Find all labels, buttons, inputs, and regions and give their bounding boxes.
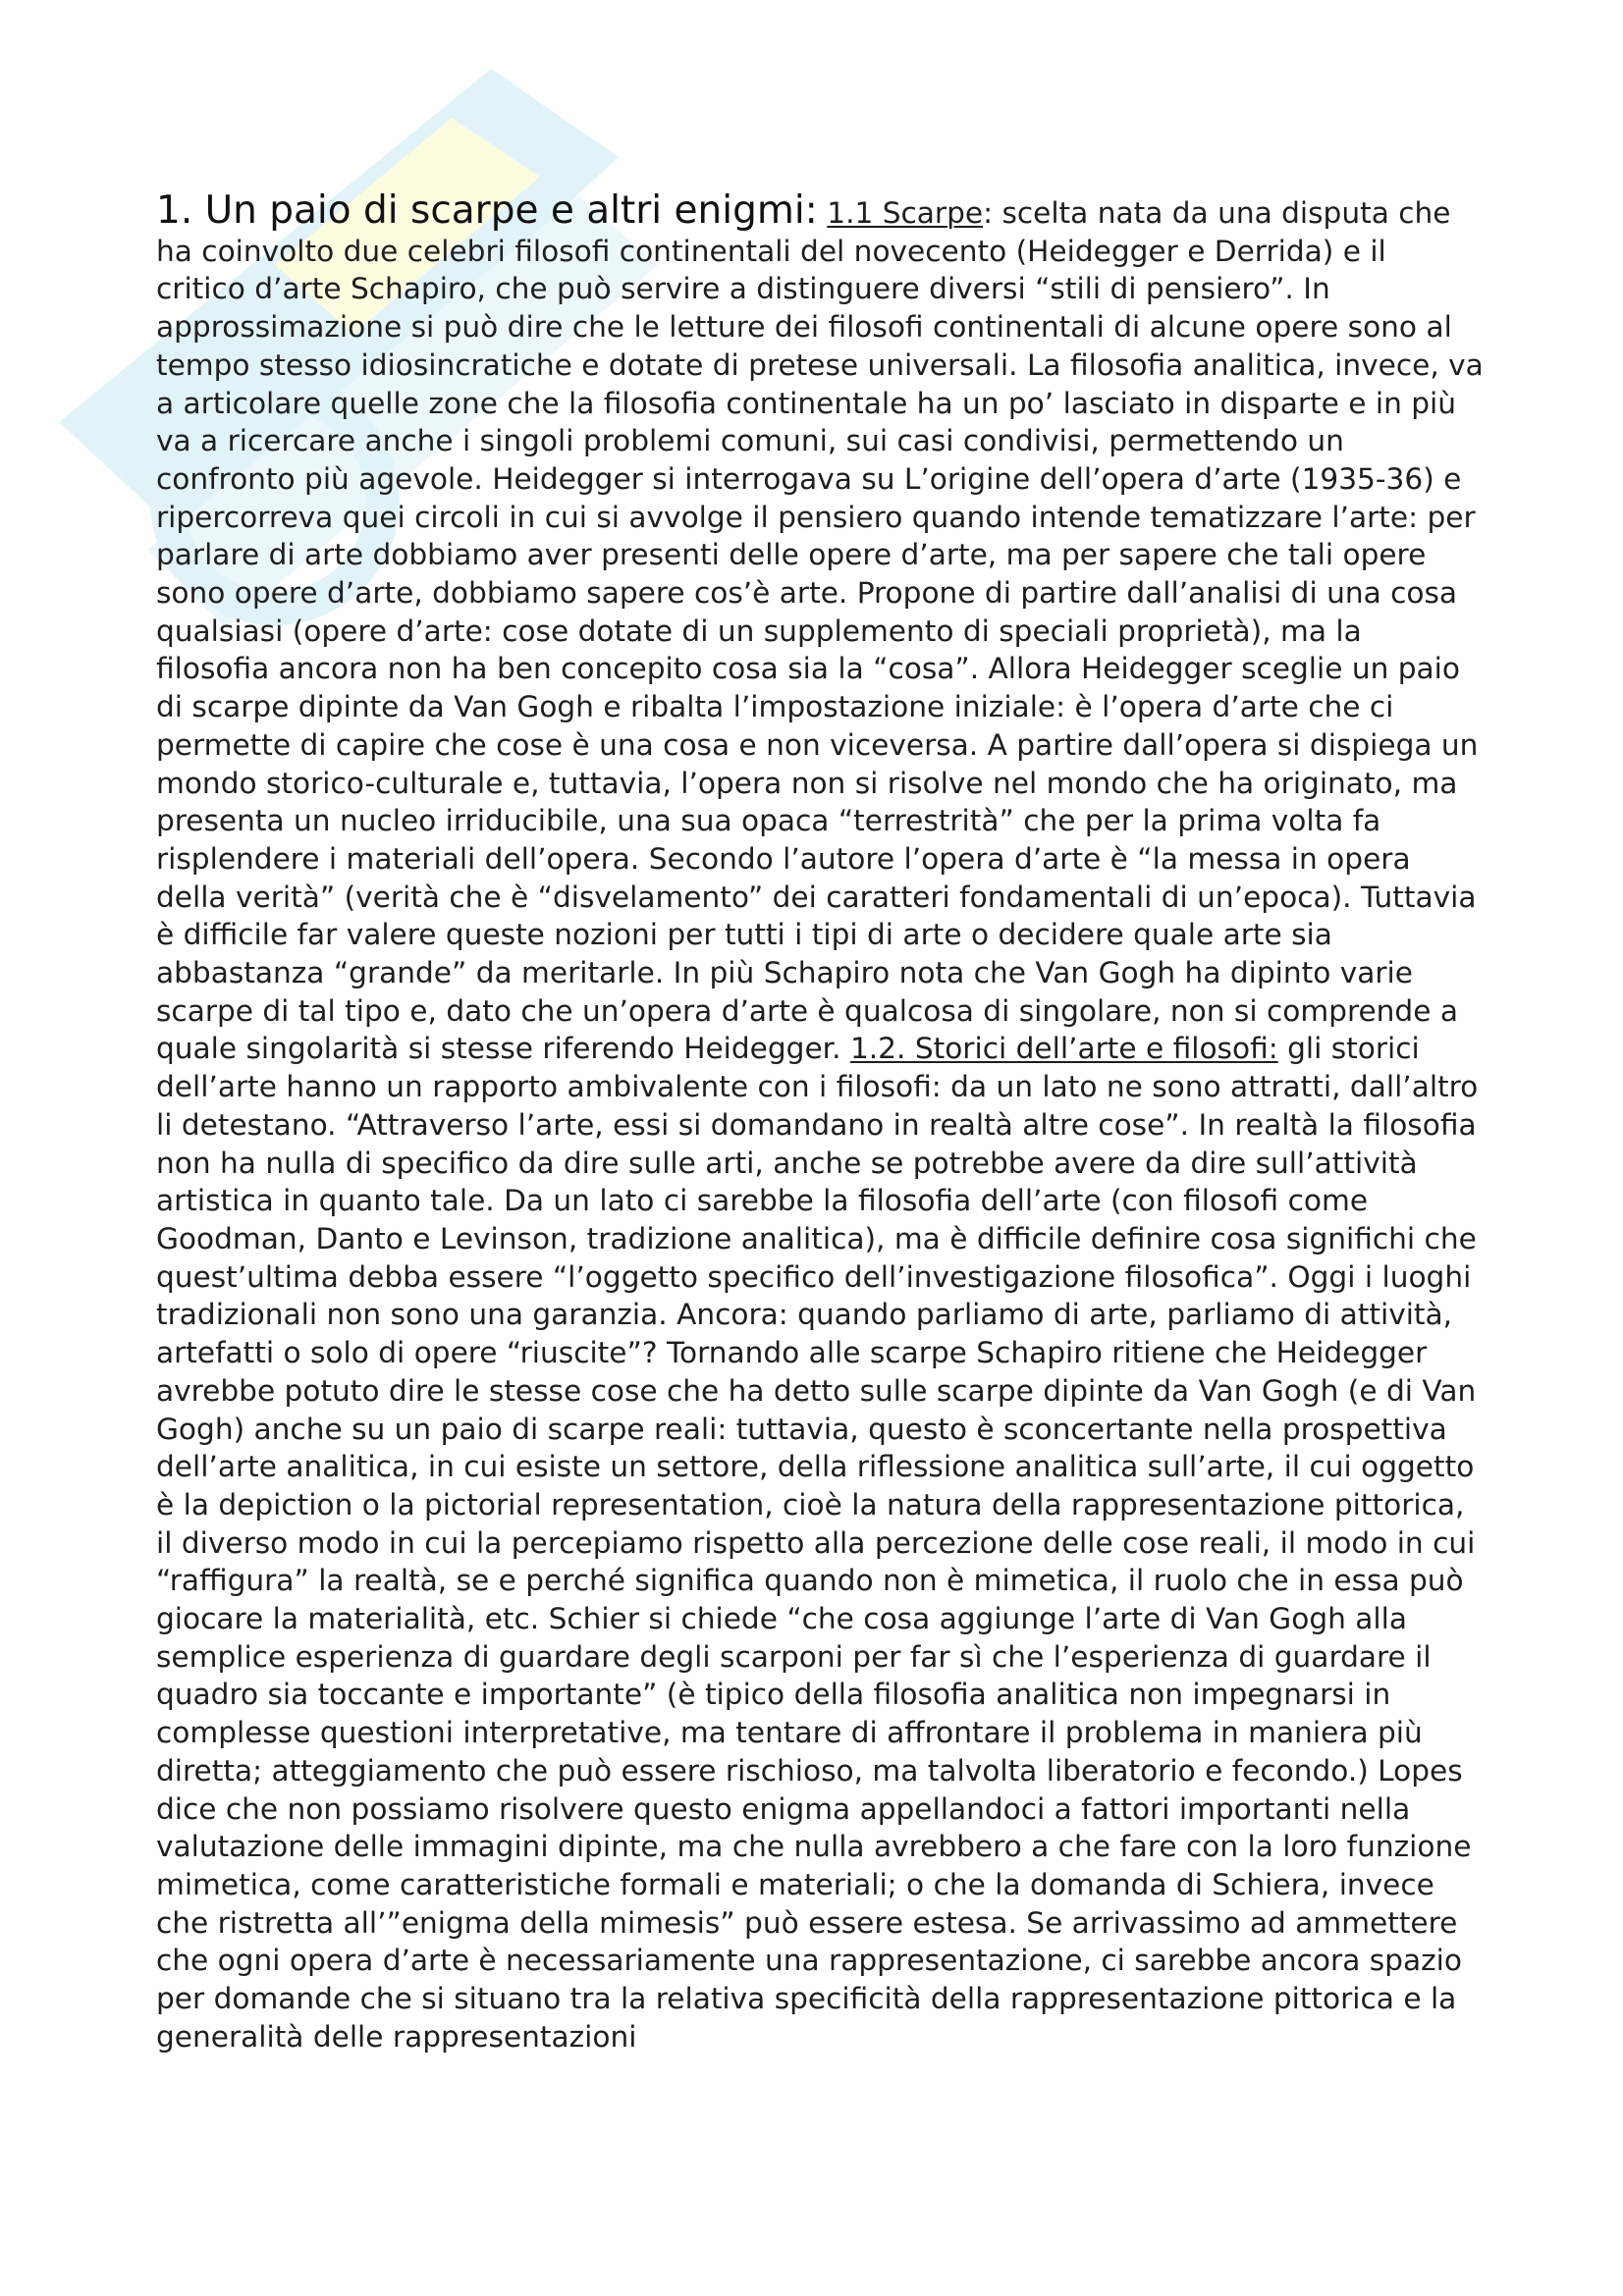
paragraph-part-2: gli storici dell’arte hanno un rapporto ambivalente con i filosofi: da un lato ne sono attratti, dall’altro li detestano. “Attraverso l’arte, essi si domandano in realtà altre cose”. In realtà la filosofia non ha nulla di specifico da dire sulle arti, anche se potrebbe avere da dire sull’attività artistica in quanto tale. Da un lato ci sarebbe la filosofia dell’arte (con filosofi come Goodman, Danto e Levinson, tradizione analitica), ma è difficile definire cosa significhi che quest’ultima debba essere “l’oggetto specifico dell’investigazione filosofica”. Oggi i luoghi tradizionali non sono una garanzia. Ancora: quando parliamo di arte, parliamo di attività, artefatti o solo di opere “riuscite”? Tornando alle scarpe Schapiro ritiene che Heidegger avrebbe potuto dire le stesse cose che ha detto sulle scarpe dipinte da Van Gogh (e di Van Gogh) anche su un paio di scarpe reali: tuttavia, questo è sconcertante nella prospettiva dell’arte analitica, in cui esiste un settore, della riflessione analitica sull’arte, il cui oggetto è la depiction o la pictorial representation, cioè la natura della rappresentazione pittorica, il diverso modo in cui la percepiamo rispetto alla percezione delle cose reali, il modo in cui “raffigura” la realtà, se e perché significa quando non è mimetica, il ruolo che in essa può giocare la materialità, etc. Schier si chiede “che cosa aggiunge l’arte di Van Gogh alla semplice esperienza di guardare degli scarponi per far sì che l’esperienza di guardare il quadro sia toccante e importante” (è tipico della filosofia analitica non impegnarsi in complesse questioni interpretative, ma tentare di affrontare il problema in maniera più diretta; atteggiamento che può essere rischioso, ma talvolta liberatorio e fecondo.) Lopes dice che non possiamo risolvere questo enigma appellandoci a fattori importanti nella valutazione delle immagini dipinte, ma che nulla avrebbero a che fare con la loro funzione mimetica, come caratteristiche formali e materiali; o che la domanda di Schiera, invece che ristretta all’”enigma della mimesis” può essere estesa. Se arrivassimo ad ammettere che ogni opera d’arte è necessariamente una rappresentazione, ci sarebbe ancora spazio per domande che si situano tra la relativa specificità della rappresentazione pittorica e la generalità delle rappresentazioni: [156, 1032, 1479, 2054]
document-body: [156, 188, 1484, 2056]
section-heading-1-1: 1.1 Scarpe: [827, 196, 984, 230]
paragraph-part-1: : scelta nata da una disputa che ha coinvolto due celebri filosofi continentali del novecento (Heidegger e Derrida) e il critico d’arte Schapiro, che può servire a distinguere diversi “stili di pensiero”. In approssimazione si può dire che le letture dei filosofi continentali di alcune opere sono al tempo stesso idiosincratiche e dotate di pretese universali. La filosofia analitica, invece, va a articolare quelle zone che la filosofia continentale ha un po’ lasciato in disparte e in più va a ricercare anche i singoli problemi comuni, sui casi condivisi, permettendo un confronto più agevole. Heidegger si interrogava su L’origine dell’opera d’arte (1935-36) e ripercorreva quei circoli in cui si avvolge il pensiero quando intende tematizzare l’arte: per parlare di arte dobbiamo aver presenti delle opere d’arte, ma per sapere che tali opere sono opere d’arte, dobbiamo sapere cos’è arte. Propone di partire dall’analisi di una cosa qualsiasi (opere d’arte: cose dotate di un supplemento di speciali proprietà), ma la filosofia ancora non ha ben concepito cosa sia la “cosa”. Allora Heidegger sceglie un paio di scarpe dipinte da Van Gogh e ribalta l’impostazione iniziale: è l’opera d’arte che ci permette di capire che cose è una cosa e non viceversa. A partire dall’opera si dispiega un mondo storico-culturale e, tuttavia, l’opera non si risolve nel mondo che ha originato, ma presenta un nucleo irriducibile, una sua opaca “terrestrità” che per la prima volta fa risplendere i materiali dell’opera. Secondo l’autore l’opera d’arte è “la messa in opera della verità” (verità che è “disvelamento” dei caratteri fondamentali di un’epoca). Tuttavia è difficile far valere queste nozioni per tutti i tipi di arte o decidere quale arte sia abbastanza “grande” da meritarle. In più Schapiro nota che Van Gogh ha dipinto varie scarpe di tal tipo e, dato che un’opera d’arte è qualcosa di singolare, non si comprende a quale singolarità si stesse riferendo Heidegger.: [156, 196, 1484, 1066]
document-title: 1. Un paio di scarpe e altri enigmi:: [156, 188, 818, 233]
section-heading-1-2: 1.2. Storici dell’arte e filosofi:: [849, 1032, 1278, 1066]
